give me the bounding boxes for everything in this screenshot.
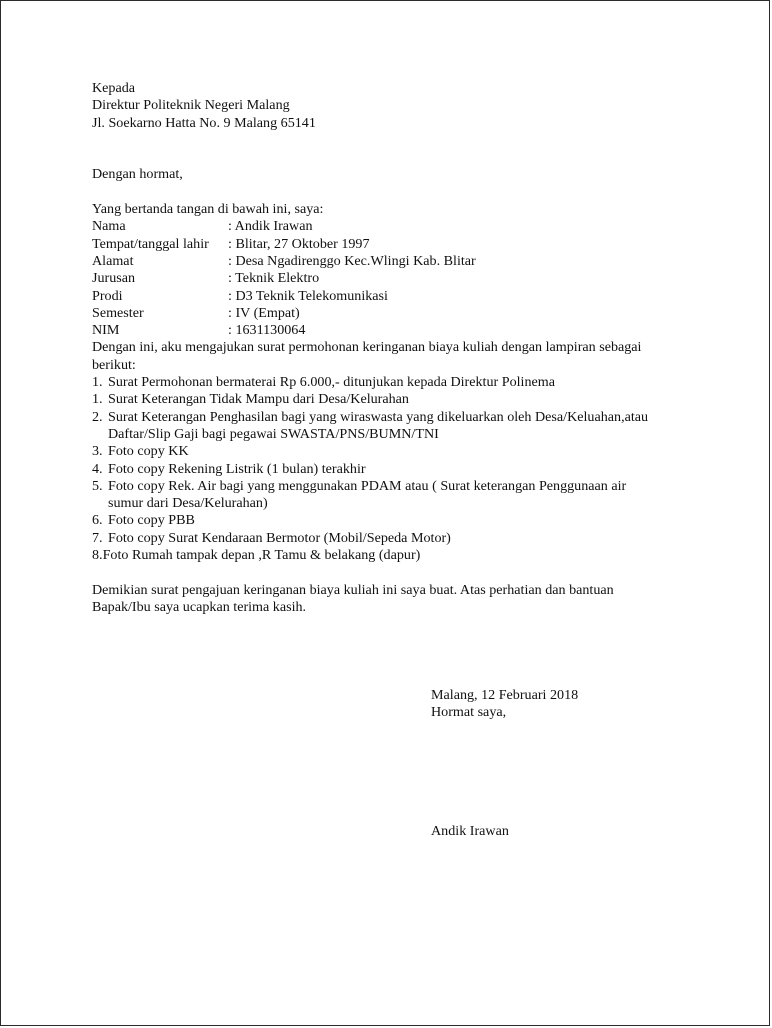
list-text: Foto copy PBB [108, 512, 195, 529]
list-number: 8. [92, 547, 103, 564]
list-item [92, 391, 692, 408]
place-date: Malang, 12 Februari 2018 [431, 687, 579, 703]
field-label: Semester [92, 304, 144, 321]
field-label: NIM [92, 322, 120, 339]
list-item [92, 374, 692, 391]
salutation: Dengan hormat, [92, 166, 183, 183]
attachment-list [92, 374, 692, 564]
list-item-continuation: sumur dari Desa/Kelurahan) [108, 495, 268, 512]
list-item [92, 530, 692, 547]
field-row-name [92, 218, 692, 235]
list-text: Foto copy Rek. Air bagi yang menggunakan PDAM atau ( Surat keterangan Penggunaan air [108, 477, 627, 494]
list-item [92, 461, 692, 478]
identity-fields [92, 218, 692, 339]
list-text: Surat Keterangan Tidak Mampu dari Desa/Kelurahan [108, 391, 409, 408]
list-item [92, 547, 692, 564]
signature-block [431, 687, 578, 722]
recipient-block [92, 80, 692, 132]
letter-body [92, 80, 692, 616]
field-row-nim [92, 322, 692, 339]
list-number: 1. [92, 374, 103, 391]
list-item [92, 443, 692, 460]
field-label: Tempat/tanggal lahir [92, 235, 209, 252]
list-number: 4. [92, 460, 103, 477]
spacer [92, 132, 692, 167]
intro-line: Yang bertanda tangan di bawah ini, saya: [92, 201, 324, 218]
list-text: Foto copy Rekening Listrik (1 bulan) terakhir [108, 460, 366, 477]
list-number: 7. [92, 529, 103, 546]
request-line-2: berikut: [92, 356, 136, 373]
closing-line-1: Demikian surat pengajuan keringanan biaya kuliah ini saya buat. Atas perhatian dan bantuan [92, 581, 614, 598]
field-label: Nama [92, 218, 126, 235]
closing-paragraph [92, 582, 692, 617]
spacer [92, 564, 692, 581]
recipient-line-3: Jl. Soekarno Hatta No. 9 Malang 65141 [92, 114, 316, 131]
field-label: Jurusan [92, 270, 136, 287]
field-value: : Desa Ngadirenggo Kec.Wlingi Kab. Blitar [228, 252, 476, 269]
field-row-address [92, 253, 692, 270]
field-row-department [92, 270, 692, 287]
list-item [92, 478, 692, 495]
field-value: : D3 Teknik Telekomunikasi [228, 287, 388, 304]
list-item-continuation: Daftar/Slip Gaji bagi pegawai SWASTA/PNS/BUMN/TNI [108, 425, 439, 442]
field-value: : Blitar, 27 Oktober 1997 [228, 235, 370, 252]
list-item [92, 409, 692, 426]
signer-name: Andik Irawan [431, 823, 509, 839]
field-row-program [92, 288, 692, 305]
list-text: Surat Permohonan bermaterai Rp 6.000,- ditunjukan kepada Direktur Polinema [108, 374, 555, 391]
list-text: Foto copy Surat Kendaraan Bermotor (Mobil/Sepeda Motor) [108, 529, 451, 546]
field-value: : Andik Irawan [228, 218, 313, 235]
recipient-line-2: Direktur Politeknik Negeri Malang [92, 97, 290, 114]
list-number: 6. [92, 512, 103, 529]
closing-line-2: Bapak/Ibu saya ucapkan terima kasih. [92, 598, 307, 615]
field-row-semester [92, 305, 692, 322]
field-value: : Teknik Elektro [228, 270, 320, 287]
list-text: Foto Rumah tampak depan ,R Tamu & belakang (dapur) [102, 547, 421, 564]
list-number: 3. [92, 443, 103, 460]
list-number: 5. [92, 477, 103, 494]
field-label: Prodi [92, 287, 123, 304]
spacer [92, 184, 692, 201]
field-label: Alamat [92, 252, 134, 269]
request-paragraph [92, 339, 692, 374]
list-text: Surat Keterangan Penghasilan bagi yang wiraswasta yang dikeluarkan oleh Desa/Keluahan,atau [108, 408, 649, 425]
field-value: : 1631130064 [228, 322, 306, 339]
regards: Hormat saya, [431, 704, 507, 721]
list-number: 2. [92, 408, 103, 425]
list-item [92, 512, 692, 529]
list-text: Foto copy KK [108, 443, 189, 460]
field-row-birth [92, 236, 692, 253]
recipient-line-1: Kepada [92, 80, 136, 96]
field-value: : IV (Empat) [228, 304, 300, 321]
request-line-1: Dengan ini, aku mengajukan surat permohonan keringanan biaya kuliah dengan lampiran sebagai [92, 339, 642, 356]
list-number: 1. [92, 391, 103, 408]
